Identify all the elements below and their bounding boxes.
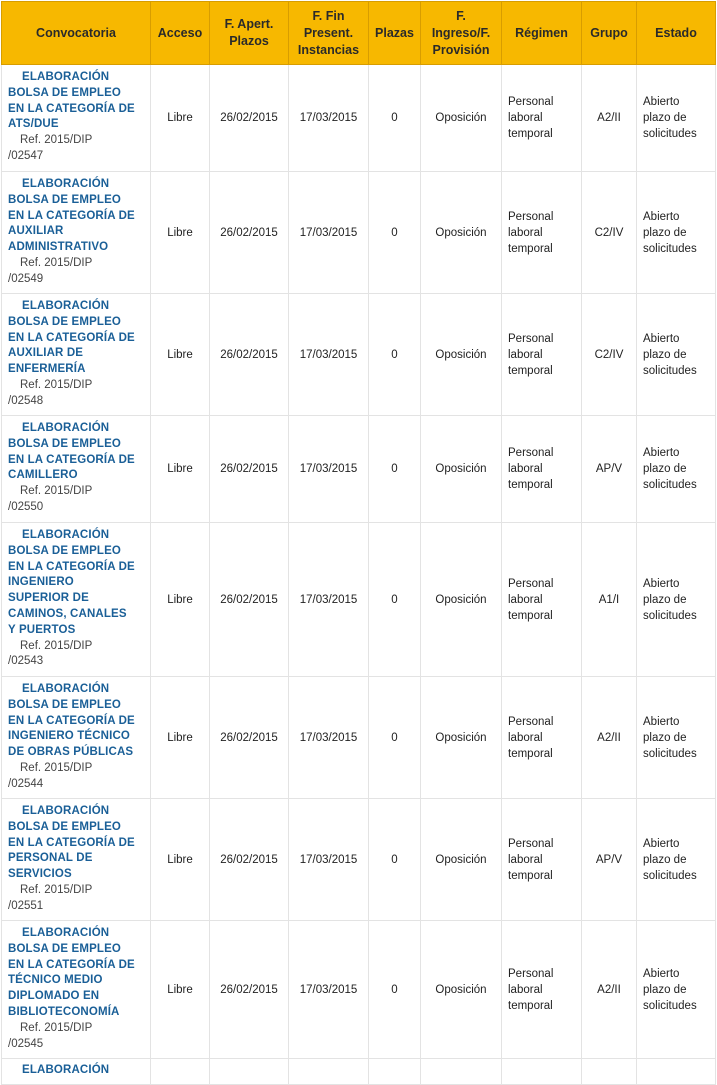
convocatoria-title-line[interactable]: CAMINOS, CANALES xyxy=(8,607,127,620)
empty-cell xyxy=(502,1059,582,1085)
col-header-convocatoria: Convocatoria xyxy=(2,2,151,65)
convocatoria-link[interactable] xyxy=(8,1063,146,1079)
regimen-cell-line: laboral xyxy=(508,348,543,361)
convocatoria-title-line[interactable]: BOLSA DE EMPLEO xyxy=(8,698,121,711)
acceso-cell: Libre xyxy=(151,677,210,799)
ingreso-cell: Oposición xyxy=(421,799,502,921)
fecha-fin-cell: 17/03/2015 xyxy=(289,416,369,523)
convocatoria-title-line[interactable]: DE OBRAS PÚBLICAS xyxy=(8,746,134,759)
estado-cell xyxy=(637,294,716,416)
convocatoria-title-line[interactable]: BOLSA DE EMPLEO xyxy=(8,315,121,328)
convocatoria-title-line[interactable]: ELABORACIÓN xyxy=(22,1064,110,1076)
regimen-cell xyxy=(502,65,582,172)
convocatoria-title-line[interactable]: BOLSA DE EMPLEO xyxy=(8,942,121,955)
acceso-cell: Libre xyxy=(151,172,210,294)
convocatoria-title-line[interactable]: DIPLOMADO EN xyxy=(8,990,100,1003)
convocatoria-title-line[interactable]: EN LA CATEGORÍA DE xyxy=(8,560,135,573)
estado-cell-line: solicitudes xyxy=(643,364,697,377)
estado-cell-line: Abierto xyxy=(643,332,680,345)
estado-cell-line: plazo de xyxy=(643,593,687,606)
convocatoria-cell xyxy=(2,1059,151,1085)
regimen-cell-line: laboral xyxy=(508,112,543,124)
estado-cell-line: solicitudes xyxy=(643,747,697,760)
empty-cell xyxy=(582,1059,637,1085)
plazas-cell: 0 xyxy=(369,294,421,416)
fecha-fin-cell: 17/03/2015 xyxy=(289,799,369,921)
regimen-cell xyxy=(502,677,582,799)
estado-cell-line: plazo de xyxy=(643,731,687,744)
fecha-apertura-cell: 26/02/2015 xyxy=(210,921,289,1059)
regimen-cell xyxy=(502,294,582,416)
convocatoria-title-line[interactable]: TÉCNICO MEDIO xyxy=(8,974,103,987)
estado-cell-line: Abierto xyxy=(643,210,680,223)
table-body xyxy=(2,65,716,1085)
convocatorias-table xyxy=(1,1,716,1085)
convocatoria-reference xyxy=(8,639,146,671)
regimen-cell-line: Personal xyxy=(508,447,554,459)
reference-code-part: /02551 xyxy=(8,899,44,912)
regimen-cell-line: Personal xyxy=(508,967,554,980)
convocatoria-title-line[interactable]: PERSONAL DE xyxy=(8,852,93,865)
estado-cell xyxy=(637,65,716,172)
regimen-cell-line: temporal xyxy=(508,999,553,1012)
regimen-cell xyxy=(502,523,582,677)
estado-cell-line: plazo de xyxy=(643,853,687,866)
plazas-cell: 0 xyxy=(369,416,421,523)
convocatoria-title-line[interactable]: INGENIERO xyxy=(8,576,74,589)
estado-cell-line: Abierto xyxy=(643,447,680,459)
col-header-f-ingreso-provision: F. Ingreso/F. Provisión xyxy=(421,2,502,65)
regimen-cell-line: laboral xyxy=(508,226,543,239)
plazas-cell: 0 xyxy=(369,921,421,1059)
ingreso-cell: Oposición xyxy=(421,294,502,416)
reference-code-part: /02544 xyxy=(8,777,44,790)
reference-code-part: Ref. 2015/DIP xyxy=(20,378,93,391)
convocatoria-cell xyxy=(2,65,151,172)
reference-code-part: Ref. 2015/DIP xyxy=(20,256,93,269)
ingreso-cell: Oposición xyxy=(421,677,502,799)
grupo-cell: AP/V xyxy=(582,416,637,523)
reference-code-part: Ref. 2015/DIP xyxy=(20,485,93,498)
regimen-cell-line: temporal xyxy=(508,364,553,377)
regimen-cell-line: temporal xyxy=(508,747,553,760)
convocatoria-cell xyxy=(2,799,151,921)
table-row xyxy=(2,523,716,677)
fecha-apertura-cell: 26/02/2015 xyxy=(210,523,289,677)
estado-cell-line: solicitudes xyxy=(643,242,697,255)
empty-cell xyxy=(637,1059,716,1085)
convocatoria-title-line[interactable]: BOLSA DE EMPLEO xyxy=(8,437,121,450)
estado-cell xyxy=(637,921,716,1059)
reference-code-part: Ref. 2015/DIP xyxy=(20,1021,93,1034)
plazas-cell: 0 xyxy=(369,677,421,799)
acceso-cell: Libre xyxy=(151,65,210,172)
regimen-cell-line: temporal xyxy=(508,609,553,622)
convocatoria-reference xyxy=(8,378,146,410)
empty-cell xyxy=(421,1059,502,1085)
convocatoria-link[interactable] xyxy=(8,299,146,378)
convocatoria-link[interactable] xyxy=(8,804,146,883)
convocatoria-title-line[interactable]: AUXILIAR xyxy=(8,225,64,238)
convocatoria-title-line[interactable]: BOLSA DE EMPLEO xyxy=(8,544,121,557)
reference-code-part: /02548 xyxy=(8,394,44,407)
ingreso-cell: Oposición xyxy=(421,65,502,172)
col-header-plazas: Plazas xyxy=(369,2,421,65)
estado-cell-line: solicitudes xyxy=(643,609,697,622)
estado-cell-line: solicitudes xyxy=(643,479,697,491)
estado-cell-line: Abierto xyxy=(643,577,680,590)
fecha-fin-cell: 17/03/2015 xyxy=(289,172,369,294)
regimen-cell-line: laboral xyxy=(508,463,543,475)
convocatoria-title-line[interactable]: BOLSA DE EMPLEO xyxy=(8,193,121,206)
convocatoria-title-line[interactable]: CAMILLERO xyxy=(8,469,78,482)
empty-cell xyxy=(369,1059,421,1085)
fecha-apertura-cell: 26/02/2015 xyxy=(210,416,289,523)
fecha-apertura-cell: 26/02/2015 xyxy=(210,172,289,294)
convocatoria-cell xyxy=(2,416,151,523)
grupo-cell: C2/IV xyxy=(582,294,637,416)
estado-cell-line: plazo de xyxy=(643,112,687,124)
table-row xyxy=(2,65,716,172)
fecha-apertura-cell: 26/02/2015 xyxy=(210,65,289,172)
regimen-cell-line: temporal xyxy=(508,128,553,140)
convocatoria-title-line[interactable]: EN LA CATEGORÍA DE xyxy=(8,331,135,344)
fecha-fin-cell: 17/03/2015 xyxy=(289,921,369,1059)
table-row xyxy=(2,799,716,921)
estado-cell-line: plazo de xyxy=(643,463,687,475)
convocatoria-title-line[interactable]: ELABORACIÓN xyxy=(22,927,110,939)
convocatoria-cell xyxy=(2,294,151,416)
fecha-fin-cell: 17/03/2015 xyxy=(289,677,369,799)
convocatoria-link[interactable] xyxy=(8,421,146,484)
ingreso-cell: Oposición xyxy=(421,921,502,1059)
plazas-cell: 0 xyxy=(369,523,421,677)
convocatoria-title-line[interactable]: EN LA CATEGORÍA DE xyxy=(8,453,135,466)
regimen-cell-line: Personal xyxy=(508,715,554,728)
convocatoria-link[interactable] xyxy=(8,682,146,761)
empty-cell xyxy=(289,1059,369,1085)
table-row xyxy=(2,921,716,1059)
estado-cell-line: solicitudes xyxy=(643,869,697,882)
reference-code-part: /02550 xyxy=(8,500,44,513)
reference-code-part: /02545 xyxy=(8,1037,44,1050)
convocatoria-cell xyxy=(2,921,151,1059)
empty-cell xyxy=(151,1059,210,1085)
plazas-cell: 0 xyxy=(369,172,421,294)
convocatoria-title-line[interactable]: EN LA CATEGORÍA DE xyxy=(8,209,135,222)
estado-cell xyxy=(637,799,716,921)
estado-cell xyxy=(637,523,716,677)
convocatoria-title-line[interactable]: BOLSA DE EMPLEO xyxy=(8,86,121,99)
convocatoria-title-line[interactable]: EN LA CATEGORÍA DE xyxy=(8,102,135,115)
estado-cell-line: solicitudes xyxy=(643,128,697,140)
table-row xyxy=(2,677,716,799)
estado-cell-line: Abierto xyxy=(643,715,680,728)
convocatoria-reference xyxy=(8,133,146,165)
regimen-cell-line: temporal xyxy=(508,869,553,882)
col-header-grupo: Grupo xyxy=(582,2,637,65)
reference-code-part: Ref. 2015/DIP xyxy=(20,761,93,774)
regimen-cell-line: laboral xyxy=(508,853,543,866)
convocatoria-title-line[interactable]: ENFERMERÍA xyxy=(8,363,86,376)
grupo-cell: C2/IV xyxy=(582,172,637,294)
convocatoria-cell xyxy=(2,677,151,799)
grupo-cell: A1/I xyxy=(582,523,637,677)
grupo-cell: A2/II xyxy=(582,65,637,172)
col-header-acceso: Acceso xyxy=(151,2,210,65)
convocatoria-cell xyxy=(2,523,151,677)
acceso-cell: Libre xyxy=(151,799,210,921)
regimen-cell xyxy=(502,921,582,1059)
regimen-cell xyxy=(502,172,582,294)
reference-code-part: Ref. 2015/DIP xyxy=(20,134,93,147)
grupo-cell: A2/II xyxy=(582,921,637,1059)
regimen-cell-line: laboral xyxy=(508,983,543,996)
estado-cell-line: solicitudes xyxy=(643,999,697,1012)
convocatoria-title-line[interactable]: BOLSA DE EMPLEO xyxy=(8,820,121,833)
convocatoria-link[interactable] xyxy=(8,177,146,256)
acceso-cell: Libre xyxy=(151,294,210,416)
estado-cell-line: Abierto xyxy=(643,837,680,850)
reference-code-part: /02547 xyxy=(8,149,44,162)
convocatoria-title-line[interactable]: EN LA CATEGORÍA DE xyxy=(8,836,135,849)
fecha-apertura-cell: 26/02/2015 xyxy=(210,294,289,416)
convocatoria-cell xyxy=(2,172,151,294)
table-row xyxy=(2,172,716,294)
acceso-cell: Libre xyxy=(151,416,210,523)
estado-cell-line: plazo de xyxy=(643,226,687,239)
grupo-cell: AP/V xyxy=(582,799,637,921)
table-row xyxy=(2,294,716,416)
reference-code-part: /02549 xyxy=(8,272,44,285)
convocatoria-link[interactable] xyxy=(8,70,146,133)
convocatoria-title-line[interactable]: AUXILIAR DE xyxy=(8,347,84,360)
convocatoria-title-line[interactable]: ADMINISTRATIVO xyxy=(8,241,109,254)
convocatoria-title-line[interactable]: SERVICIOS xyxy=(8,868,72,881)
estado-cell xyxy=(637,416,716,523)
convocatoria-title-line[interactable]: EN LA CATEGORÍA DE xyxy=(8,958,135,971)
col-header-estado: Estado xyxy=(637,2,716,65)
estado-cell-line: Abierto xyxy=(643,96,680,108)
convocatoria-title-line[interactable]: ATS/DUE xyxy=(8,118,59,131)
convocatoria-reference xyxy=(8,1021,146,1053)
ingreso-cell: Oposición xyxy=(421,416,502,523)
regimen-cell-line: Personal xyxy=(508,210,554,223)
regimen-cell-line: Personal xyxy=(508,577,554,590)
regimen-cell-line: Personal xyxy=(508,332,554,345)
ingreso-cell: Oposición xyxy=(421,172,502,294)
regimen-cell xyxy=(502,799,582,921)
fecha-apertura-cell: 26/02/2015 xyxy=(210,677,289,799)
estado-cell-line: plazo de xyxy=(643,348,687,361)
convocatoria-title-line[interactable]: ELABORACIÓN xyxy=(22,178,110,190)
convocatoria-reference xyxy=(8,484,146,516)
fecha-fin-cell: 17/03/2015 xyxy=(289,294,369,416)
convocatoria-reference xyxy=(8,761,146,793)
convocatoria-title-line[interactable]: ELABORACIÓN xyxy=(22,683,110,695)
convocatoria-title-line[interactable]: SUPERIOR DE xyxy=(8,592,89,605)
convocatoria-title-line[interactable]: EN LA CATEGORÍA DE xyxy=(8,714,135,727)
regimen-cell-line: Personal xyxy=(508,96,554,108)
regimen-cell-line: laboral xyxy=(508,593,543,606)
convocatoria-reference xyxy=(8,256,146,288)
fecha-fin-cell: 17/03/2015 xyxy=(289,523,369,677)
ingreso-cell: Oposición xyxy=(421,523,502,677)
convocatoria-title-line[interactable]: Y PUERTOS xyxy=(8,623,76,636)
convocatoria-title-line[interactable]: ELABORACIÓN xyxy=(22,71,110,83)
col-header-f-apert-plazos: F. Apert. Plazos xyxy=(210,2,289,65)
convocatoria-title-line[interactable]: ELABORACIÓN xyxy=(22,422,110,434)
convocatoria-title-line[interactable]: ELABORACIÓN xyxy=(22,529,110,541)
estado-cell-line: Abierto xyxy=(643,967,680,980)
acceso-cell: Libre xyxy=(151,523,210,677)
fecha-fin-cell: 17/03/2015 xyxy=(289,65,369,172)
convocatoria-reference xyxy=(8,883,146,915)
acceso-cell: Libre xyxy=(151,921,210,1059)
regimen-cell-line: temporal xyxy=(508,242,553,255)
convocatoria-title-line[interactable]: BIBLIOTECONOMÍA xyxy=(8,1005,120,1018)
plazas-cell: 0 xyxy=(369,799,421,921)
empty-cell xyxy=(210,1059,289,1085)
table-header-row xyxy=(2,2,716,65)
regimen-cell-line: laboral xyxy=(508,731,543,744)
fecha-apertura-cell: 26/02/2015 xyxy=(210,799,289,921)
table-row-partial xyxy=(2,1059,716,1085)
regimen-cell-line: temporal xyxy=(508,479,553,491)
convocatoria-title-line[interactable]: INGENIERO TÉCNICO xyxy=(8,730,131,743)
estado-cell-line: plazo de xyxy=(643,983,687,996)
reference-code-part: Ref. 2015/DIP xyxy=(20,639,93,652)
col-header-regimen: Régimen xyxy=(502,2,582,65)
regimen-cell xyxy=(502,416,582,523)
convocatoria-link[interactable] xyxy=(8,528,146,639)
reference-code-part: /02543 xyxy=(8,655,44,668)
reference-code-part: Ref. 2015/DIP xyxy=(20,883,93,896)
plazas-cell: 0 xyxy=(369,65,421,172)
estado-cell xyxy=(637,172,716,294)
col-header-f-fin-present-instancias: F. Fin Present. Instancias xyxy=(289,2,369,65)
estado-cell xyxy=(637,677,716,799)
grupo-cell: A2/II xyxy=(582,677,637,799)
convocatoria-link[interactable] xyxy=(8,926,146,1021)
regimen-cell-line: Personal xyxy=(508,837,554,850)
convocatoria-title-line[interactable]: ELABORACIÓN xyxy=(22,805,110,817)
table-row xyxy=(2,416,716,523)
convocatoria-title-line[interactable]: ELABORACIÓN xyxy=(22,300,110,312)
